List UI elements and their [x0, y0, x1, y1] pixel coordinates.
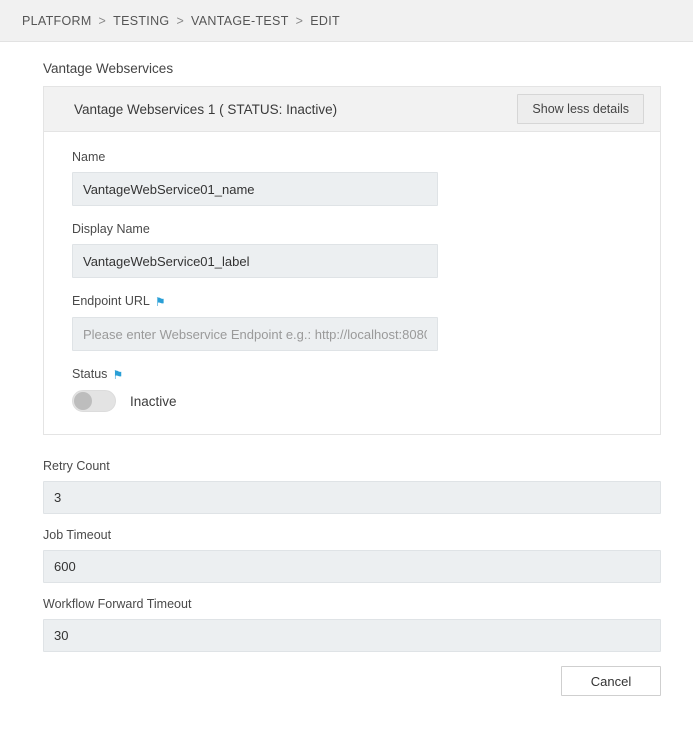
- form-footer: [43, 666, 661, 696]
- webservice-panel-body: [44, 132, 660, 434]
- breadcrumb-separator: >: [98, 13, 107, 28]
- display-name-input[interactable]: [72, 244, 438, 278]
- endpoint-url-label: [72, 294, 632, 309]
- status-label: [72, 367, 632, 382]
- status-toggle-row: [72, 390, 632, 412]
- breadcrumb: [0, 0, 693, 42]
- field-name: [72, 150, 632, 206]
- page-title: Vantage Webservices: [43, 61, 174, 76]
- status-toggle[interactable]: [72, 390, 116, 412]
- status-toggle-label: Inactive: [130, 393, 177, 409]
- retry-count-input[interactable]: [43, 481, 661, 514]
- show-less-details-button[interactable]: Show less details: [517, 94, 644, 124]
- settings-fields: [43, 459, 661, 652]
- flag-icon: ⚑: [154, 295, 166, 309]
- job-timeout-label: Job Timeout: [43, 528, 112, 542]
- main-content: [0, 42, 693, 696]
- field-workflow-forward-timeout: [43, 597, 661, 652]
- flag-icon: ⚑: [112, 368, 124, 382]
- webservice-panel: [43, 86, 661, 435]
- endpoint-url-label-text: Endpoint URL: [72, 294, 150, 308]
- cancel-button[interactable]: Cancel: [561, 666, 661, 696]
- field-status: [72, 367, 632, 412]
- breadcrumb-separator: >: [176, 13, 185, 28]
- display-name-label: Display Name: [72, 222, 150, 236]
- workflow-forward-timeout-input[interactable]: [43, 619, 661, 652]
- breadcrumb-item-platform[interactable]: PLATFORM: [22, 13, 92, 28]
- breadcrumb-item-edit: EDIT: [310, 13, 340, 28]
- breadcrumb-item-vantage-test[interactable]: VANTAGE-TEST: [191, 13, 289, 28]
- status-label-text: Status: [72, 367, 108, 381]
- name-input[interactable]: [72, 172, 438, 206]
- endpoint-url-input[interactable]: [72, 317, 438, 351]
- field-job-timeout: [43, 528, 661, 583]
- field-display-name: [72, 222, 632, 278]
- name-label: Name: [72, 150, 106, 164]
- webservice-panel-header: [44, 87, 660, 132]
- retry-count-label: Retry Count: [43, 459, 110, 473]
- status-toggle-knob: [74, 392, 92, 410]
- job-timeout-input[interactable]: [43, 550, 661, 583]
- webservice-panel-title: Vantage Webservices 1 ( STATUS: Inactive): [74, 101, 338, 117]
- field-endpoint-url: [72, 294, 632, 351]
- field-retry-count: [43, 459, 661, 514]
- workflow-forward-timeout-label: Workflow Forward Timeout: [43, 597, 192, 611]
- breadcrumb-separator: >: [295, 13, 304, 28]
- breadcrumb-item-testing[interactable]: TESTING: [113, 13, 170, 28]
